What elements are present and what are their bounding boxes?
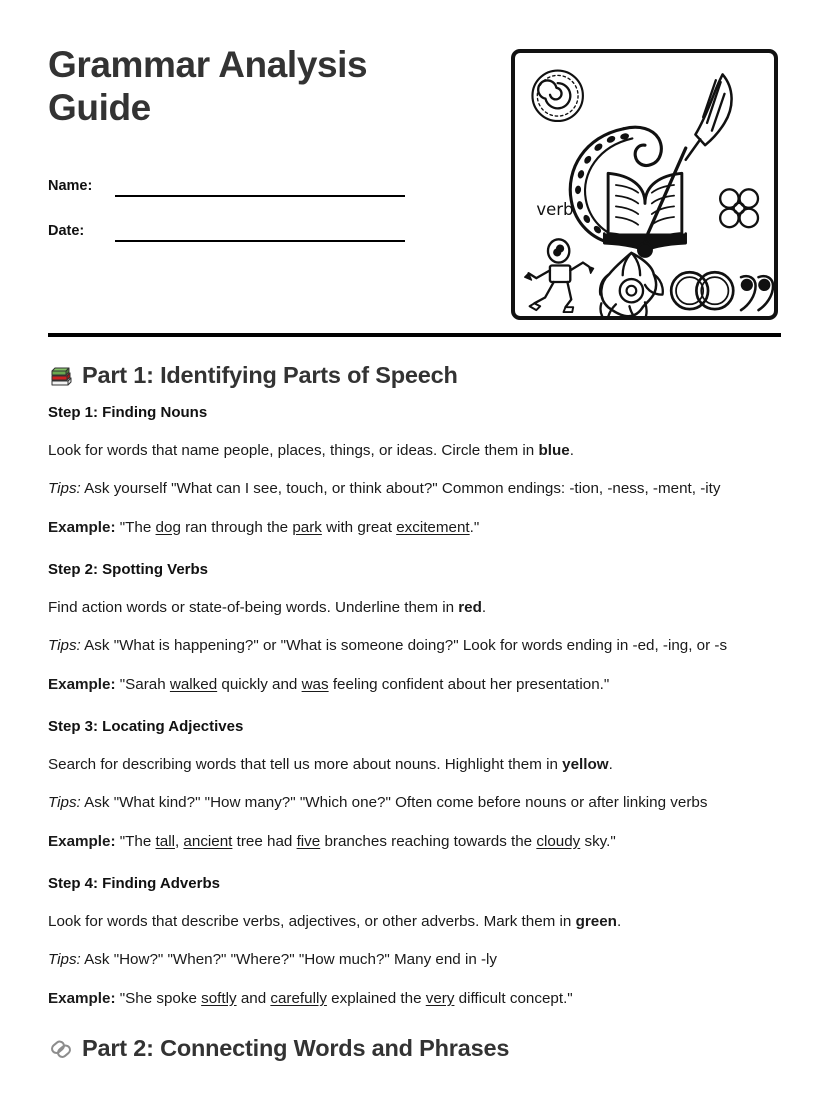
marked-word: carefully <box>270 989 327 1007</box>
step-2-tips-label: Tips: <box>48 637 81 655</box>
link-emoji-icon <box>48 1036 74 1062</box>
step-4-example-label: Example: <box>48 989 116 1007</box>
date-input-line[interactable] <box>115 240 405 242</box>
plain-text: sky." <box>580 832 616 850</box>
marked-word: tall <box>155 832 175 850</box>
step-4-tips-text: Ask "How?" "When?" "Where?" "How much?" Many end in -ly <box>80 951 498 969</box>
name-input-line[interactable] <box>115 195 405 197</box>
step-2-color-word: red <box>458 598 482 616</box>
step-1-heading: Step 1: Finding Nouns <box>48 404 208 422</box>
plain-text: tree had <box>232 832 297 850</box>
step-3-tips <box>48 793 781 814</box>
step-2-instruction-after: . <box>481 598 487 616</box>
marked-word: cloudy <box>536 832 581 850</box>
marked-word: five <box>296 832 321 850</box>
grammar-illustration <box>511 49 778 320</box>
plain-text: explained the <box>326 989 426 1007</box>
step-3-instruction-before: Search for describing words that tell us more about nouns. Highlight them in <box>48 755 563 773</box>
step-4-color-word: green <box>575 912 617 930</box>
marked-word: softly <box>201 989 237 1007</box>
step-3-tips-text: Ask "What kind?" "How many?" "Which one?" Often come before nouns or after linking verbs <box>80 794 708 812</box>
step-4-example-text <box>116 990 573 1007</box>
illustration-artwork <box>515 53 774 316</box>
step-block-1 <box>48 403 781 538</box>
marked-word: ancient <box>183 832 233 850</box>
marked-word: excitement <box>396 518 470 536</box>
step-1-example-text <box>116 519 480 536</box>
name-field-row <box>48 159 488 199</box>
books-emoji-icon <box>48 363 74 389</box>
step-3-instruction <box>48 755 781 776</box>
date-field-row <box>48 204 488 244</box>
worksheet-content <box>48 362 781 1076</box>
step-3-heading: Step 3: Locating Adjectives <box>48 718 244 736</box>
step-1-color-word: blue <box>538 441 570 459</box>
illustration-caption: verb <box>536 200 574 220</box>
plain-text: , <box>174 832 184 850</box>
step-1-example-label: Example: <box>48 518 116 536</box>
step-block-4 <box>48 874 781 1009</box>
plain-text: and <box>236 989 271 1007</box>
step-1-instruction <box>48 441 781 462</box>
step-3-instruction-after: . <box>608 755 613 773</box>
step-2-example-label: Example: <box>48 675 116 693</box>
document-header <box>48 44 780 324</box>
step-1-instruction-before: Look for words that name people, places, things, or ideas. Circle them in <box>48 441 539 459</box>
step-2-tips <box>48 636 781 657</box>
step-3-example-label: Example: <box>48 832 116 850</box>
part-2-title: Part 2: Connecting Words and Phrases <box>82 1035 510 1062</box>
step-2-example-text <box>116 676 610 693</box>
step-2-heading: Step 2: Spotting Verbs <box>48 561 209 579</box>
part-2-heading <box>48 1035 781 1062</box>
plain-text: difficult concept." <box>454 989 573 1007</box>
flower-icon <box>600 253 663 316</box>
marked-word: dog <box>155 518 181 536</box>
step-1-instruction-after: . <box>569 441 574 459</box>
step-block-3 <box>48 717 781 852</box>
date-field-label: Date: <box>48 223 85 240</box>
step-4-example <box>48 989 781 1010</box>
linked-circles-icon <box>671 272 733 309</box>
step-4-tips-label: Tips: <box>48 951 81 969</box>
step-3-tips-label: Tips: <box>48 794 81 812</box>
step-2-instruction <box>48 598 781 619</box>
plain-text: quickly and <box>217 675 302 693</box>
step-3-color-word: yellow <box>562 755 609 773</box>
plain-text: ." <box>469 518 480 536</box>
spiral-icon <box>532 71 582 121</box>
header-left-column <box>48 44 488 249</box>
marked-word: was <box>301 675 329 693</box>
student-info-fields <box>48 159 488 244</box>
step-2-example <box>48 675 781 696</box>
step-4-tips <box>48 950 781 971</box>
step-3-example <box>48 832 781 853</box>
page-title: Grammar Analysis Guide <box>48 44 368 128</box>
step-1-tips-label: Tips: <box>48 480 81 498</box>
marked-word: very <box>425 989 455 1007</box>
step-4-instruction <box>48 912 781 933</box>
step-block-2 <box>48 560 781 695</box>
step-3-example-text <box>116 833 616 850</box>
step-1-example <box>48 518 781 539</box>
quill-pen-icon <box>686 74 732 159</box>
step-2-tips-text: Ask "What is happening?" or "What is someone doing?" Look for words ending in -ed, -ing, or -s <box>80 637 728 655</box>
plain-text: branches reaching towards the <box>320 832 537 850</box>
running-person-icon <box>525 239 594 312</box>
step-1-tips <box>48 479 781 500</box>
part-1-title: Part 1: Identifying Parts of Speech <box>82 362 458 388</box>
marked-word: walked <box>169 675 218 693</box>
plain-text: feeling confident about her presentation." <box>328 675 610 693</box>
plain-text: "Sarah <box>115 675 170 693</box>
plain-text: "The <box>115 518 156 536</box>
marked-word: park <box>292 518 322 536</box>
step-1-tips-text: Ask yourself "What can I see, touch, or think about?" Common endings: -tion, -ness, -ment, -ity <box>80 480 721 498</box>
plain-text: "The <box>115 832 156 850</box>
step-4-instruction-before: Look for words that describe verbs, adjectives, or other adverbs. Mark them in <box>48 912 576 930</box>
plain-text: ran through the <box>180 518 293 536</box>
butterfly-icon <box>720 189 758 227</box>
header-divider-rule <box>48 333 781 337</box>
plain-text: with great <box>321 518 397 536</box>
plain-text: "She spoke <box>115 989 202 1007</box>
part-1-heading <box>48 362 781 389</box>
step-2-instruction-before: Find action words or state-of-being words. Underline them in <box>48 598 459 616</box>
name-field-label: Name: <box>48 178 93 195</box>
step-4-instruction-after: . <box>616 912 622 930</box>
quotation-marks-icon <box>741 276 773 310</box>
step-4-heading: Step 4: Finding Adverbs <box>48 875 220 893</box>
